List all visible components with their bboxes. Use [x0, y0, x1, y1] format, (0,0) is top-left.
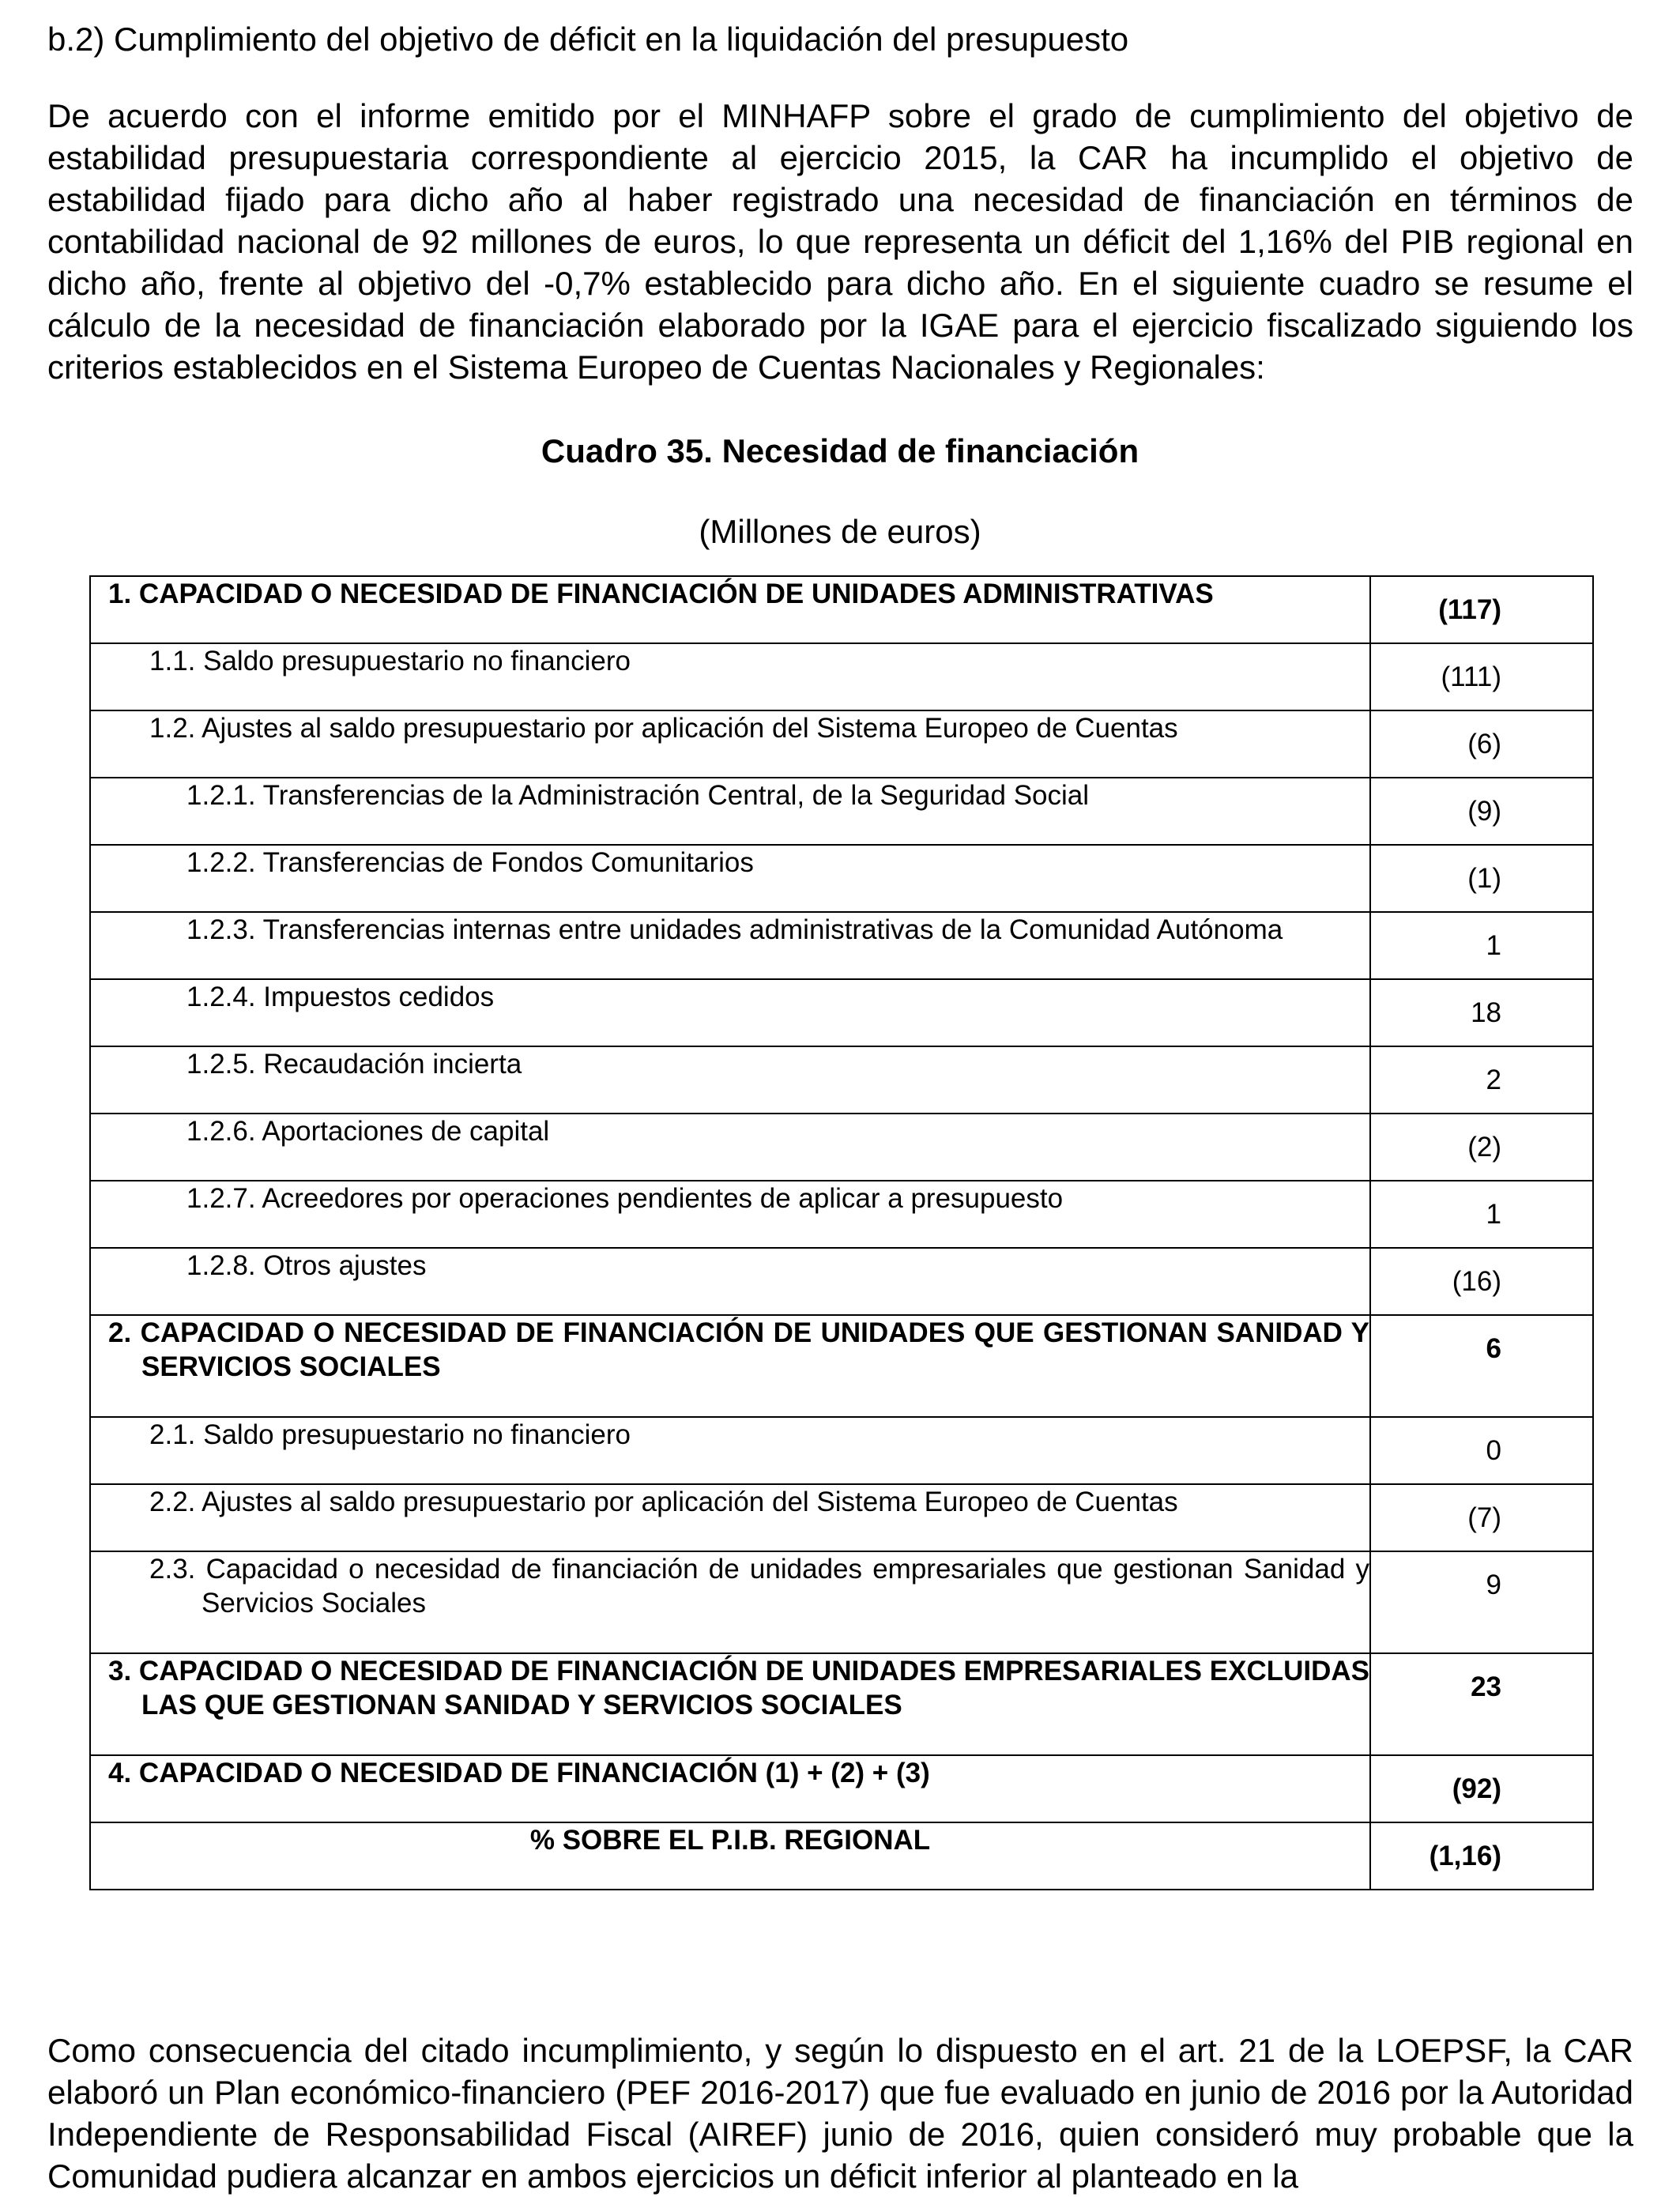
table-row	[90, 1248, 1593, 1315]
table-row	[90, 1755, 1593, 1822]
table-row	[90, 1181, 1593, 1248]
row-label: 1.1. Saldo presupuestario no financiero	[90, 643, 1370, 710]
table-row	[90, 1484, 1593, 1551]
table-unit: (Millones de euros)	[699, 513, 981, 550]
table-row	[90, 710, 1593, 778]
table-row	[90, 912, 1593, 979]
row-value: 1	[1370, 1181, 1593, 1248]
table-row	[90, 1114, 1593, 1181]
row-value: (9)	[1370, 778, 1593, 845]
table-row	[90, 643, 1593, 710]
row-label: 1.2.7. Acreedores por operaciones pendientes de aplicar a presupuesto	[90, 1181, 1370, 1248]
row-label: 1.2.2. Transferencias de Fondos Comunitarios	[90, 845, 1370, 912]
row-value: (111)	[1370, 643, 1593, 710]
table-row	[90, 1315, 1593, 1417]
table-row	[90, 1417, 1593, 1484]
intro-paragraph: De acuerdo con el informe emitido por el MINHAFP sobre el grado de cumplimiento del objetivo de estabilidad presupuestaria correspondiente al ejercicio 2015, la CAR ha incumplido el objetivo de estabilidad fijado para dicho año al haber registrado una necesidad de financiación en términos de contabilidad nacional de 92 millones de euros, lo que representa un déficit del 1,16% del PIB regional en dicho año, frente al objetivo del -0,7% establecido para dicho año. En el siguiente cuadro se resume el cálculo de la necesidad de financiación elaborado por la IGAE para el ejercicio fiscalizado siguiendo los criterios establecidos en el Sistema Europeo de Cuentas Nacionales y Regionales:	[47, 97, 1633, 386]
row-label: 1.2.8. Otros ajustes	[90, 1248, 1370, 1315]
row-label: 2.1. Saldo presupuestario no financiero	[90, 1417, 1370, 1484]
table-row	[90, 979, 1593, 1046]
row-value: (7)	[1370, 1484, 1593, 1551]
section-heading: b.2) Cumplimiento del objetivo de déficit en la liquidación del presupuesto	[47, 21, 1129, 58]
row-label: 1.2. Ajustes al saldo presupuestario por aplicación del Sistema Europeo de Cuentas	[90, 710, 1370, 778]
row-label: 2. CAPACIDAD O NECESIDAD DE FINANCIACIÓN DE UNIDADES QUE GESTIONAN SANIDAD Y SERVICIOS SOCIALES	[90, 1315, 1370, 1417]
row-label: % SOBRE EL P.I.B. REGIONAL	[90, 1822, 1370, 1890]
table-row	[90, 1822, 1593, 1890]
row-value: 18	[1370, 979, 1593, 1046]
row-label: 4. CAPACIDAD O NECESIDAD DE FINANCIACIÓN (1) + (2) + (3)	[90, 1755, 1370, 1822]
row-value: (2)	[1370, 1114, 1593, 1181]
row-value: (1)	[1370, 845, 1593, 912]
row-value: (92)	[1370, 1755, 1593, 1822]
row-label: 1.2.6. Aportaciones de capital	[90, 1114, 1370, 1181]
row-value: (1,16)	[1370, 1822, 1593, 1890]
row-label: 1.2.3. Transferencias internas entre unidades administrativas de la Comunidad Autónoma	[90, 912, 1370, 979]
row-value: (16)	[1370, 1248, 1593, 1315]
table-row	[90, 778, 1593, 845]
row-value: 6	[1370, 1315, 1593, 1417]
row-value: (6)	[1370, 710, 1593, 778]
row-label: 2.3. Capacidad o necesidad de financiación de unidades empresariales que gestionan Sanidad y Servicios Sociales	[90, 1551, 1370, 1653]
row-value: 2	[1370, 1046, 1593, 1114]
row-label: 1.2.5. Recaudación incierta	[90, 1046, 1370, 1114]
table-row	[90, 576, 1593, 643]
row-value: 9	[1370, 1551, 1593, 1653]
row-label: 1.2.1. Transferencias de la Administración Central, de la Seguridad Social	[90, 778, 1370, 845]
table-row	[90, 1046, 1593, 1114]
row-value: (117)	[1370, 576, 1593, 643]
closing-paragraph: Como consecuencia del citado incumplimiento, y según lo dispuesto en el art. 21 de la LOEPSF, la CAR elaboró un Plan económico-financiero (PEF 2016-2017) que fue evaluado en junio de 2016 por la Autoridad Independiente de Responsabilidad Fiscal (AIREF) junio de 2016, quien consideró muy probable que la Comunidad pudiera alcanzar en ambos ejercicios un déficit inferior al planteado en la	[47, 2032, 1633, 2195]
table-row	[90, 845, 1593, 912]
table-title: Cuadro 35. Necesidad de financiación	[541, 432, 1139, 469]
row-value: 1	[1370, 912, 1593, 979]
row-label: 1.2.4. Impuestos cedidos	[90, 979, 1370, 1046]
table-row	[90, 1551, 1593, 1653]
table-row	[90, 1653, 1593, 1755]
financing-table	[89, 575, 1594, 1890]
row-label: 2.2. Ajustes al saldo presupuestario por aplicación del Sistema Europeo de Cuentas	[90, 1484, 1370, 1551]
row-value: 0	[1370, 1417, 1593, 1484]
row-label: 1. CAPACIDAD O NECESIDAD DE FINANCIACIÓN DE UNIDADES ADMINISTRATIVAS	[90, 576, 1370, 643]
row-label: 3. CAPACIDAD O NECESIDAD DE FINANCIACIÓN DE UNIDADES EMPRESARIALES EXCLUIDAS LAS QUE GESTIONAN SANIDAD Y SERVICIOS SOCIALES	[90, 1653, 1370, 1755]
row-value: 23	[1370, 1653, 1593, 1755]
